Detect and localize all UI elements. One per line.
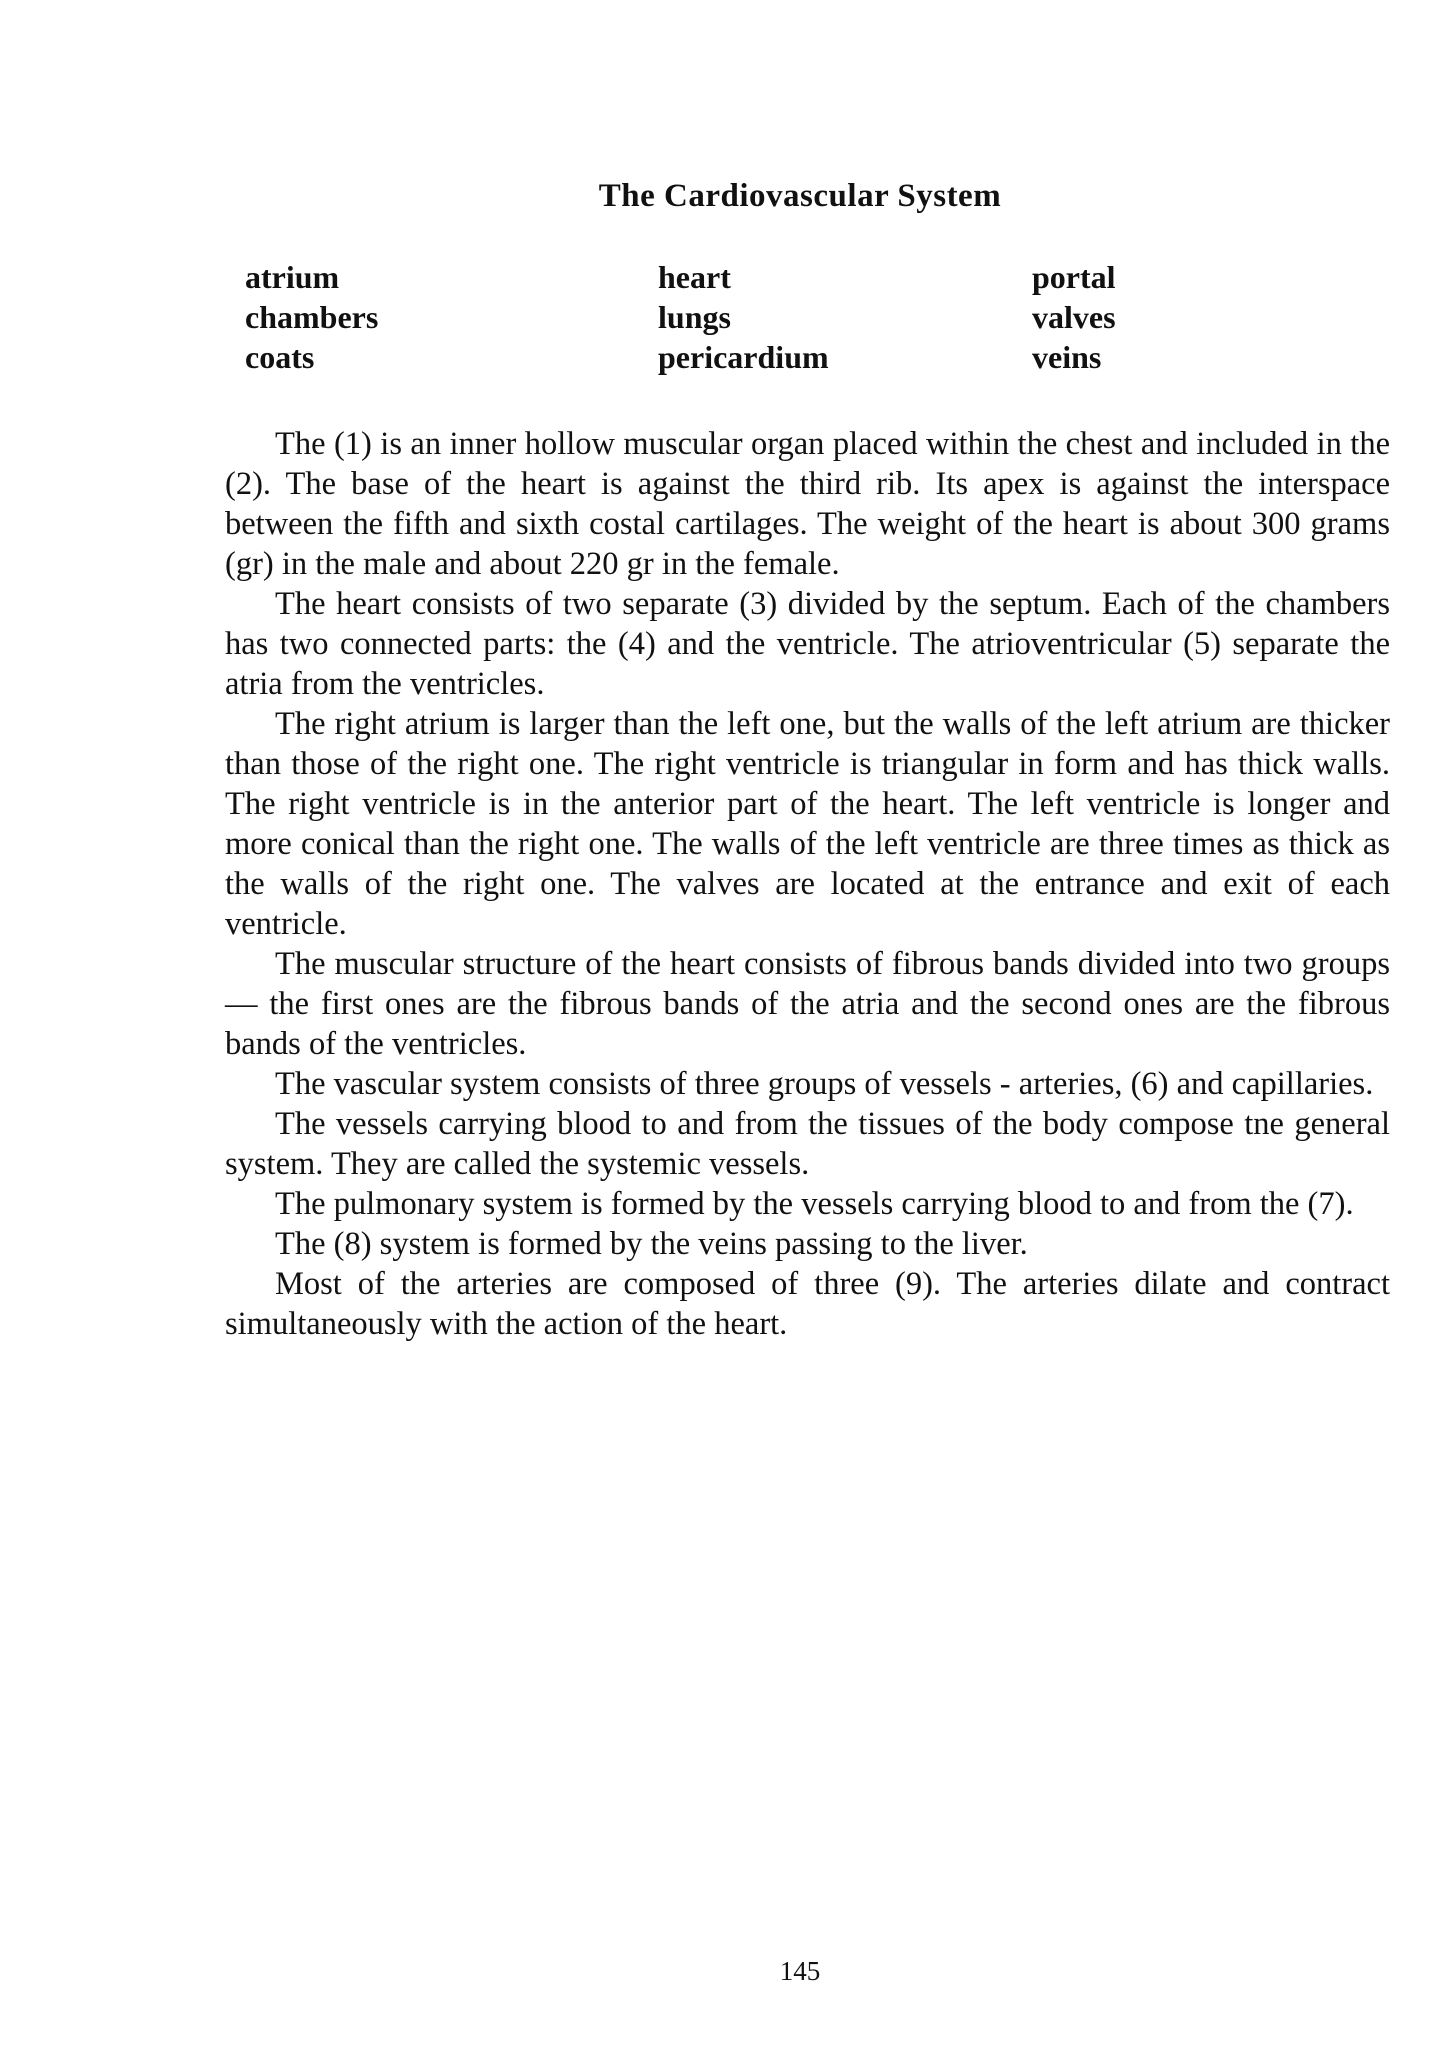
paragraph: The muscular structure of the heart consists of fibrous bands divided into two groups — the first ones are the fibrous bands of the atria and the second ones are the fibrous bands of the ventricles.: [225, 946, 1390, 1062]
paragraph: The heart consists of two separate (3) divided by the septum. Each of the chambers has two connected parts: the (4) and the ventricle. The atrioventricular (5) separate the atria from the ventricles.: [225, 586, 1390, 702]
page-title: The Cardiovascular System: [598, 178, 1002, 214]
word-bank-column-3: [1032, 257, 1116, 377]
word-bank-item: lungs: [658, 299, 731, 335]
word-bank-item: pericardium: [658, 339, 829, 375]
word-bank-item: atrium: [245, 259, 340, 295]
body-text: [225, 424, 1390, 1344]
word-bank-item: portal: [1032, 259, 1116, 295]
paragraph: Most of the arteries are composed of three (9). The arteries dilate and contract simultaneously with the action of the heart.: [225, 1266, 1390, 1342]
paragraph: The right atrium is larger than the left one, but the walls of the left atrium are thicker than those of the right one. The right ventricle is triangular in form and has thick walls. The right ventricle is in the anterior part of the heart. The left ventricle is longer and more conical than the right one. The walls of the left ventricle are three times as thick as the walls of the right one. The valves are located at the entrance and exit of each ventricle.: [225, 706, 1390, 942]
page-number: 145: [779, 1956, 821, 1986]
paragraph: The (1) is an inner hollow muscular organ placed within the chest and included in the (2). The base of the heart is against the third rib. Its apex is against the interspace between the fifth and sixth costal cartilages. The weight of the heart is about 300 grams (gr) in the male and about 220 gr in the female.: [225, 426, 1390, 582]
word-bank-column-1: [245, 257, 378, 377]
word-bank-item: valves: [1032, 299, 1116, 335]
word-bank-column-2: [658, 257, 829, 377]
paragraph: The (8) system is formed by the veins passing to the liver.: [275, 1226, 1028, 1262]
paragraph: The vessels carrying blood to and from the tissues of the body compose tne general system. They are called the systemic vessels.: [225, 1106, 1390, 1182]
word-bank-item: chambers: [245, 299, 379, 335]
paragraph: The vascular system consists of three groups of vessels - arteries, (6) and capillaries.: [275, 1066, 1374, 1102]
word-bank-item: veins: [1032, 339, 1102, 375]
paragraph: The pulmonary system is formed by the vessels carrying blood to and from the (7).: [275, 1186, 1354, 1222]
word-bank-item: coats: [245, 339, 315, 375]
word-bank-item: heart: [658, 259, 731, 295]
